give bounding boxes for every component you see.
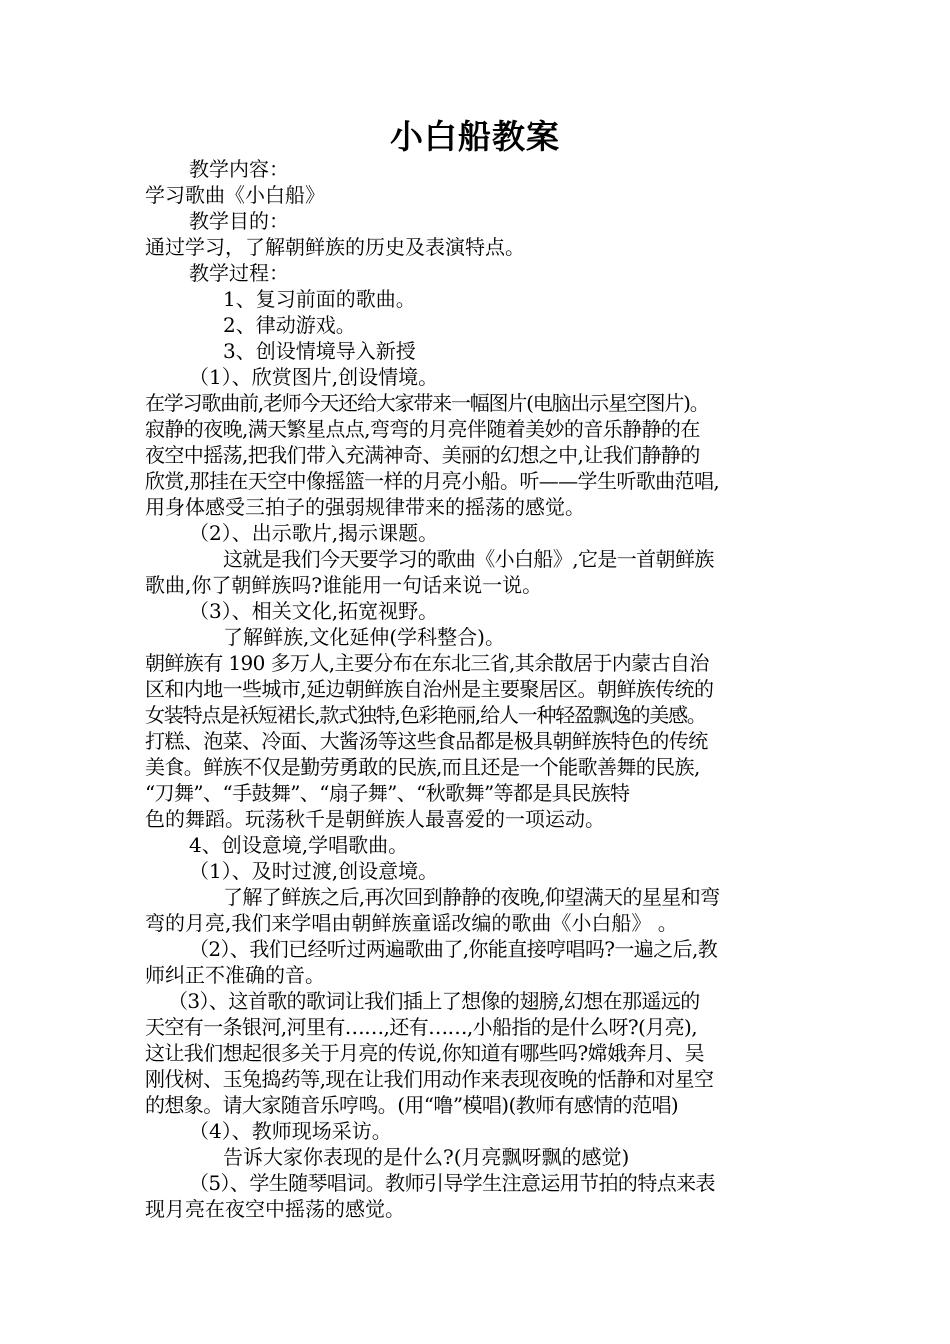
paragraph-line: 这让我们想起很多关于月亮的传说,你知道有哪些吗?嫦娥奔月、吴 [145, 1041, 705, 1065]
section-heading-goal: 教学目的： [189, 209, 289, 233]
paragraph-line: “刀舞”、“手鼓舞”、“扇子舞”、“秋歌舞”等都是具民族特 [145, 781, 630, 805]
paragraph-line: 学习歌曲《小白船》 [145, 183, 325, 207]
sub-heading: （2）、出示歌片,揭示课题。 [189, 521, 439, 545]
sub-heading: （3）、相关文化,拓宽视野。 [189, 599, 439, 623]
paragraph-line: 的想象。请大家随音乐哼鸣。(用“噜”模唱)(教师有感情的范唱) [145, 1093, 679, 1117]
paragraph-line: 夜空中摇荡,把我们带入充满神奇、美丽的幻想之中,让我们静静的 [145, 443, 700, 467]
paragraph-line: 色的舞蹈。玩荡秋千是朝鲜族人最喜爱的一项运动。 [145, 807, 605, 831]
document-title: 小白船教案 [390, 117, 560, 156]
paragraph-line: 这就是我们今天要学习的歌曲《小白船》,它是一首朝鲜族 [223, 547, 714, 571]
paragraph-line: 告诉大家你表现的是什么?(月亮飘呀飘的感觉) [223, 1145, 630, 1169]
paragraph-line: 在学习歌曲前,老师今天还给大家带来一幅图片(电脑出示星空图片)。 [145, 391, 709, 415]
paragraph-line: 弯的月亮,我们来学唱由朝鲜族童谣改编的歌曲《小白船》 。 [145, 911, 678, 935]
paragraph-line: 了解鲜族,文化延伸(学科整合)。 [223, 625, 505, 649]
paragraph-line: 刚伐树、玉兔捣药等,现在让我们用动作来表现夜晚的恬静和对星空 [145, 1067, 714, 1091]
paragraph-line: 歌曲,你了朝鲜族吗?谁能用一句话来说一说。 [145, 573, 543, 597]
sub-heading: （1）、及时过渡,创设意境。 [189, 859, 439, 883]
list-item: 2、律动游戏。 [223, 313, 356, 337]
paragraph-line: 区和内地一些城市,延边朝鲜族自治州是主要聚居区。朝鲜族传统的 [145, 677, 714, 701]
paragraph-line: 通过学习，了解朝鲜族的历史及表演特点。 [145, 235, 525, 259]
sub-heading: （1）、欣赏图片,创设情境。 [189, 365, 439, 389]
paragraph-line: 天空有一条银河,河里有……,还有……,小船指的是什么呀?(月亮), [145, 1015, 697, 1039]
paragraph-line: 朝鲜族有 190 多万人,主要分布在东北三省,其余散居于内蒙古自治 [145, 651, 709, 675]
paragraph-line: （2）、我们已经听过两遍歌曲了,你能直接哼唱吗?一遍之后,教 [189, 937, 718, 961]
paragraph-line: 欣赏,那挂在天空中像摇篮一样的月亮小船。听——学生听歌曲范唱, [145, 469, 720, 493]
paragraph-line: （5）、学生随琴唱词。教师引导学生注意运用节拍的特点来表 [189, 1171, 715, 1195]
paragraph-line: 师纠正不准确的音。 [145, 963, 325, 987]
paragraph-line: 了解了鲜族之后,再次回到静静的夜晚,仰望满天的星星和弯 [223, 885, 720, 909]
list-item: 3、创设情境导入新授 [223, 339, 416, 363]
paragraph-line: 寂静的夜晚,满天繁星点点,弯弯的月亮伴随着美妙的音乐静静的在 [145, 417, 700, 441]
paragraph-line: 打糕、泡菜、冷面、大酱汤等这些食品都是极具朝鲜族特色的传统 [145, 729, 708, 753]
paragraph-line: 女装特点是袄短裙长,款式独特,色彩艳丽,给人一种轻盈飘逸的美感。 [145, 703, 706, 727]
list-item: 1、复习前面的歌曲。 [223, 287, 416, 311]
section-heading-content: 教学内容： [189, 157, 289, 181]
paragraph-line: （3）、这首歌的歌词让我们插上了想像的翅膀,幻想在那遥远的 [168, 989, 700, 1013]
paragraph-line: 现月亮在夜空中摇荡的感觉。 [145, 1197, 405, 1221]
sub-heading: （4）、教师现场采访。 [189, 1119, 392, 1143]
section-heading-process: 教学过程： [189, 261, 289, 285]
paragraph-line: 用身体感受三拍子的强弱规律带来的摇荡的感觉。 [145, 495, 585, 519]
list-item: 4、创设意境,学唱歌曲。 [189, 833, 409, 857]
paragraph-line: 美食。鲜族不仅是勤劳勇敢的民族,而且还是一个能歌善舞的民族, [145, 755, 700, 779]
document-body [145, 156, 825, 1222]
